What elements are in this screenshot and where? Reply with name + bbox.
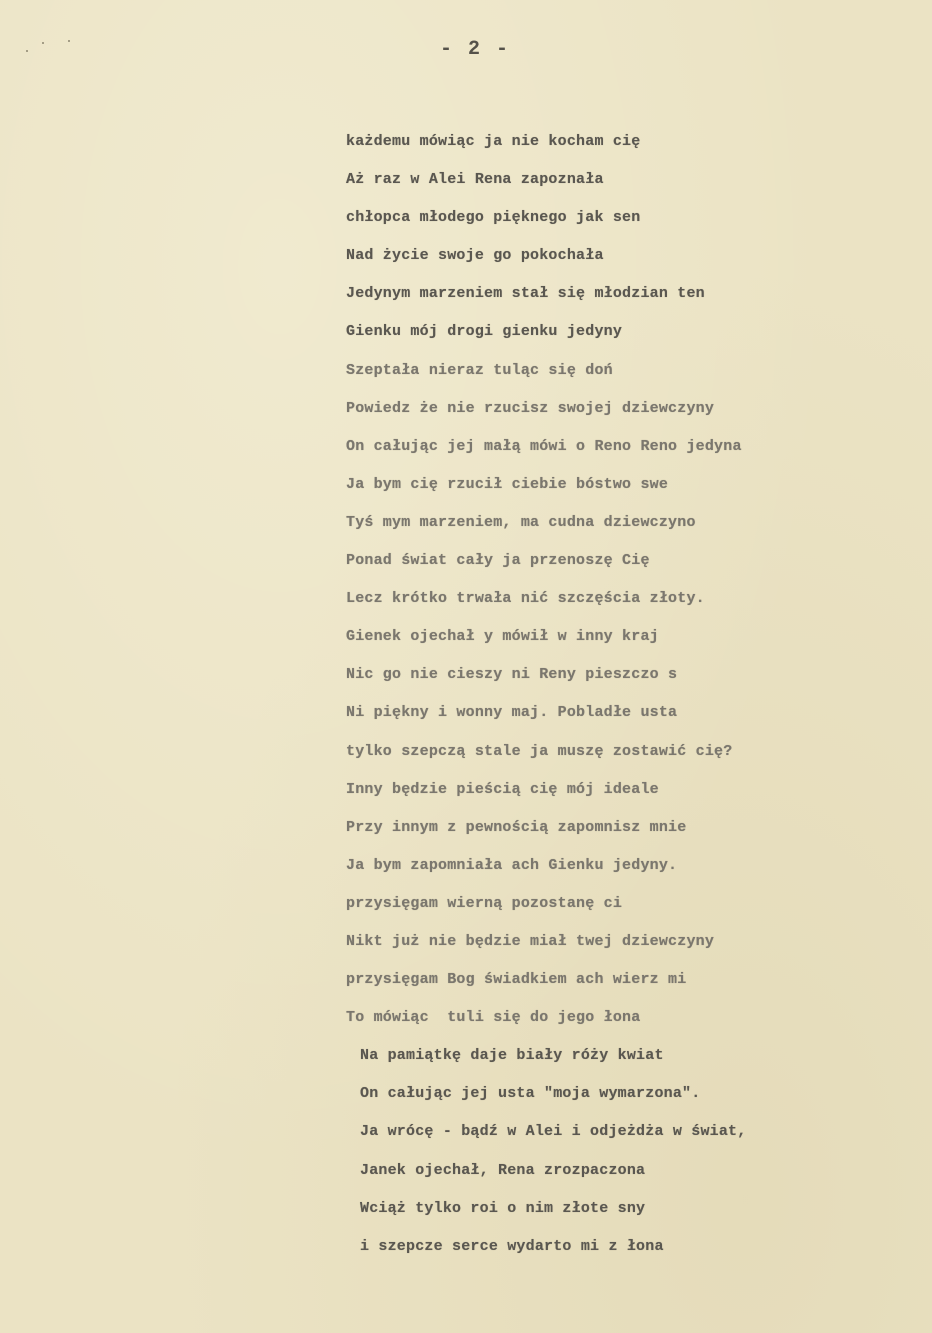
- text-line: Jedynym marzeniem stał się młodzian ten: [346, 285, 705, 303]
- poem-text: [346, 123, 906, 1266]
- text-line: Przy innym z pewnością zapomnisz mnie: [346, 818, 687, 836]
- text-line: Gienku mój drogi gienku jedyny: [346, 323, 623, 341]
- page-number: - 2 -: [440, 38, 511, 61]
- paper-speck: [26, 50, 28, 52]
- text-line: Lecz krótko trwała nić szczęścia złoty.: [346, 590, 705, 608]
- text-line: Nic go nie cieszy ni Reny pieszczo s: [346, 666, 678, 684]
- text-line: przysięgam wierną pozostanę ci: [346, 894, 623, 912]
- paper-speck: [42, 42, 44, 44]
- text-line: Nad życie swoje go pokochała: [346, 247, 604, 265]
- text-line: i szepcze serce wydarto mi z łona: [360, 1237, 664, 1255]
- text-line: każdemu mówiąc ja nie kocham cię: [346, 133, 641, 150]
- text-line: Ja wrócę - bądź w Alei i odjeżdża w świat,: [360, 1123, 747, 1141]
- text-line: Gienek ojechał y mówił w inny kraj: [346, 628, 659, 646]
- text-line: Ja bym zapomniała ach Gienku jedyny.: [346, 856, 678, 874]
- text-line: Wciąż tylko roi o nim złote sny: [360, 1199, 646, 1217]
- text-line: To mówiąc tuli się do jego łona: [346, 1009, 641, 1027]
- text-line: Nikt już nie będzie miał twej dziewczyny: [346, 932, 715, 950]
- paper-speck: [68, 40, 70, 42]
- text-line: Szeptała nieraz tuląc się doń: [346, 361, 613, 379]
- text-line: On całując jej małą mówi o Reno Reno jedyna: [346, 437, 742, 455]
- text-line: Ponad świat cały ja przenoszę Cię: [346, 552, 650, 570]
- text-line: Powiedz że nie rzucisz swojej dziewczyny: [346, 399, 715, 417]
- text-line: Ni piękny i wonny maj. Pobladłe usta: [346, 704, 678, 722]
- text-line: Inny będzie pieścią cię mój ideale: [346, 780, 659, 798]
- text-line: On całując jej usta "moja wymarzona".: [360, 1085, 701, 1103]
- text-line: Ja bym cię rzucił ciebie bóstwo swe: [346, 475, 669, 493]
- text-line: Aż raz w Alei Rena zapoznała: [346, 171, 604, 189]
- text-line: przysięgam Bog świadkiem ach wierz mi: [346, 971, 687, 989]
- text-line: tylko szepczą stale ja muszę zostawić cię?: [346, 742, 733, 760]
- text-line: chłopca młodego pięknego jak sen: [346, 209, 641, 227]
- text-line: Na pamiątkę daje biały róży kwiat: [360, 1047, 664, 1065]
- text-line: Tyś mym marzeniem, ma cudna dziewczyno: [346, 513, 696, 531]
- text-line: Janek ojechał, Rena zrozpaczona: [360, 1161, 646, 1179]
